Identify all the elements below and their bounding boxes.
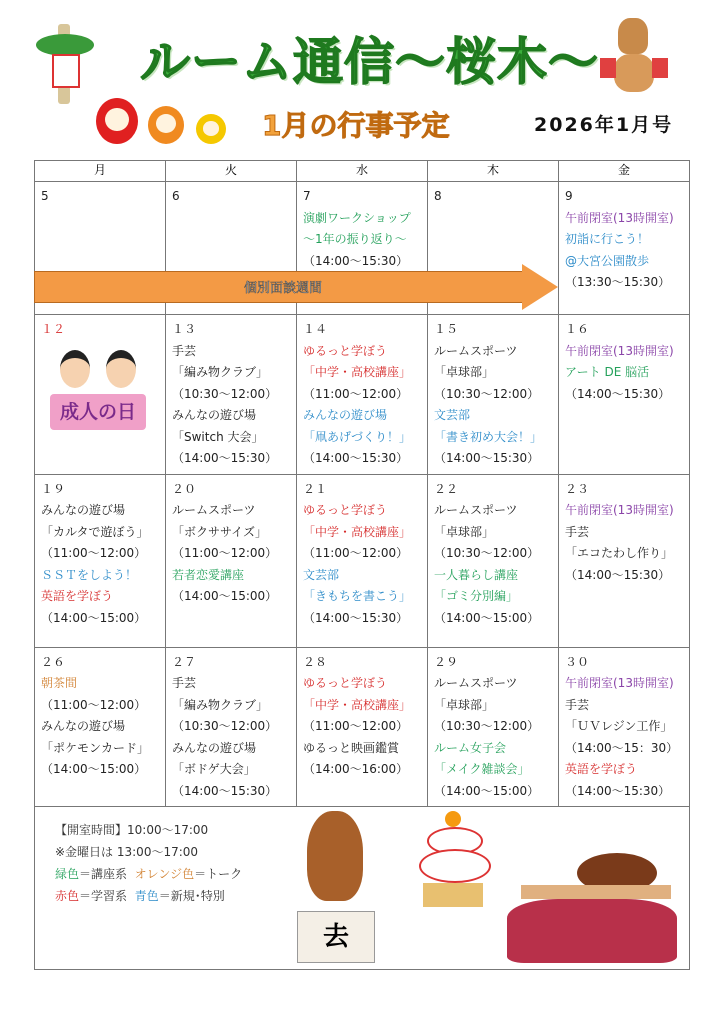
event-line: 「ポケモンカード」 — [41, 740, 150, 755]
horse-kotatsu-illustration — [507, 845, 687, 965]
kakizome-paper: 去 — [297, 911, 375, 963]
day-number: 6 — [172, 189, 180, 203]
event-line: 手芸 — [172, 676, 197, 690]
day-cell — [559, 474, 690, 647]
event-line: 文芸部 — [434, 408, 471, 422]
legend-green-text: ＝講座系 — [79, 867, 128, 881]
event-line: （11:00～12:00） — [303, 719, 409, 733]
event-line: 午前閉室(13時開室) — [565, 503, 674, 517]
day-number: １４ — [303, 322, 328, 336]
horse-icon — [600, 18, 670, 98]
event-line: 若者恋愛講座 — [172, 567, 245, 582]
horse-calligraphy-illustration — [297, 811, 377, 951]
event-line: 「凧あげづくり！」 — [303, 429, 412, 444]
legend-row-1 — [55, 863, 242, 885]
day-number: ２３ — [565, 481, 590, 496]
issue-label: 2026年1月号 — [534, 114, 674, 136]
daruma-yellow-icon — [196, 114, 226, 144]
event-line: 手芸 — [565, 697, 590, 712]
event-line: （14:00～15:30） — [303, 253, 409, 268]
day-cell — [35, 647, 166, 807]
event-line: ルームスポーツ — [434, 676, 518, 690]
event-line: 手芸 — [565, 524, 590, 539]
event-line: ゆるっと学ぼう — [303, 503, 388, 517]
event-line: 「メイク雑談会」 — [434, 762, 530, 776]
newsletter-title: ルーム通信～桜木～ — [140, 33, 599, 91]
legend-green: 緑色 — [55, 867, 80, 881]
legend-blue-text: ＝新規･特別 — [158, 889, 225, 903]
event-line: （14:00～15:00） — [434, 610, 540, 625]
day-cell — [428, 315, 559, 475]
event-line: （11:00～12:00） — [172, 546, 278, 560]
event-line: （13:30～15:30） — [565, 275, 671, 289]
event-line: 「カルタで遊ぼう」 — [41, 524, 149, 539]
day-cell — [166, 315, 297, 475]
event-line: 「ゴミ分別編」 — [434, 589, 519, 603]
event-line: （10:30～12:00） — [434, 719, 540, 733]
event-line: 一人暮らし講座 — [434, 567, 519, 582]
day-number: ２８ — [303, 654, 328, 669]
legend-blue: 青色 — [134, 889, 159, 903]
event-line: （11:00～12:00） — [303, 546, 409, 560]
event-line: （14:00～15:30） — [172, 783, 278, 798]
kadomatsu-icon — [28, 14, 100, 109]
event-line: 「編み物クラブ」 — [172, 365, 269, 379]
footer-box — [34, 793, 690, 970]
event-line: みんなの遊び場 — [172, 408, 257, 422]
event-line: 演劇ワークショップ — [303, 210, 411, 225]
event-line: （14:00～15:30） — [303, 610, 409, 625]
interview-week-banner — [34, 264, 559, 310]
day-number: ２９ — [434, 654, 459, 669]
legend-orange-text: ＝トーク — [194, 867, 243, 881]
day-number: 8 — [434, 189, 442, 203]
event-line: 午前閉室(13時開室) — [565, 676, 674, 690]
day-number: １９ — [41, 481, 66, 496]
event-line: ＳＳＴをしよう！ — [41, 567, 138, 582]
event-line: （14:00～15：30） — [565, 740, 679, 755]
event-line: （10:30～12:00） — [434, 386, 540, 401]
event-line: ルーム女子会 — [434, 740, 507, 755]
day-cell — [297, 647, 428, 807]
event-line: ゆるっと学ぼう — [303, 343, 388, 358]
event-line: 英語を学ぼう — [41, 589, 114, 603]
event-line: （11:00～12:00） — [41, 546, 147, 560]
seijin-no-hi-label: 成人の日 — [50, 394, 146, 430]
event-line: （14:00～15:00） — [41, 762, 147, 776]
event-line: 初詣に行こう！ — [565, 232, 650, 246]
day-number: ２２ — [434, 481, 459, 496]
event-line: 手芸 — [172, 343, 197, 358]
day-cell — [428, 647, 559, 807]
event-line: （14:00～15:30） — [172, 451, 278, 465]
day-cell — [297, 474, 428, 647]
weekday-4: 金 — [559, 161, 690, 182]
event-line: 「ボドゲ大会」 — [172, 762, 256, 776]
event-line: （10:30～12:00） — [172, 386, 278, 401]
event-line: （14:00～15:30） — [434, 451, 540, 465]
day-cell — [166, 647, 297, 807]
day-number: １５ — [434, 322, 459, 336]
event-line: （14:00～15:30） — [565, 386, 671, 401]
event-line: 「卓球部」 — [434, 365, 495, 379]
event-line: （11:00～12:00） — [41, 697, 147, 712]
day-number: ２７ — [172, 654, 197, 669]
event-line: 「卓球部」 — [434, 524, 495, 539]
day-number: 7 — [303, 189, 311, 203]
day-number: ３０ — [565, 654, 590, 669]
event-line: ゆるっと学ぼう — [303, 676, 388, 690]
event-line: 「卓球部」 — [434, 697, 495, 712]
event-line: （14:00～15:00） — [41, 610, 147, 625]
event-line: （14:00～16:00） — [303, 762, 409, 776]
event-line: @大宮公園散歩 — [565, 253, 650, 268]
day-number: １２ — [41, 322, 66, 336]
daruma-red-icon — [96, 98, 138, 144]
day-cell — [559, 315, 690, 475]
event-line: みんなの遊び場 — [172, 740, 257, 755]
kagami-mochi-illustration — [407, 811, 497, 911]
event-line: （14:00～15:30） — [303, 451, 409, 465]
arrow-right-icon — [522, 264, 558, 310]
day-number: ２０ — [172, 481, 197, 496]
event-calendar — [34, 160, 690, 807]
event-line: 「エコたわし作り」 — [565, 546, 674, 560]
event-line: 英語を学ぼう — [565, 762, 638, 776]
day-number: 9 — [565, 189, 573, 203]
legend-red-text: ＝学習系 — [79, 889, 128, 903]
legend-orange: オレンジ色 — [134, 867, 195, 881]
event-line: （10:30～12:00） — [434, 546, 540, 560]
event-line: みんなの遊び場 — [303, 408, 388, 422]
weekday-2: 水 — [297, 161, 428, 182]
day-cell — [559, 647, 690, 807]
event-line: みんなの遊び場 — [41, 719, 126, 733]
event-line: 「中学・高校講座」 — [303, 365, 412, 379]
week-row — [35, 647, 690, 807]
day-number: ２１ — [303, 481, 328, 496]
event-line: （10:30～12:00） — [172, 719, 278, 733]
legend — [55, 819, 242, 907]
event-line: 午前閉室(13時開室) — [565, 343, 674, 358]
event-line: ルームスポーツ — [434, 343, 518, 358]
day-cell — [428, 474, 559, 647]
weekday-0: 月 — [35, 161, 166, 182]
event-line: アート DE 脳活 — [565, 365, 650, 379]
day-number: １３ — [172, 322, 197, 336]
event-line: 「ＵＶレジン工作」 — [565, 719, 673, 733]
week-row — [35, 474, 690, 647]
event-line: ルームスポーツ — [434, 503, 518, 517]
event-line: （14:00～15:00） — [172, 589, 278, 603]
event-line: 「中学・高校講座」 — [303, 697, 412, 712]
day-number: ２６ — [41, 654, 66, 669]
daruma-orange-icon — [148, 106, 184, 144]
legend-red: 赤色 — [55, 889, 80, 903]
event-line: 「書き初め大会！」 — [434, 429, 543, 444]
day-cell — [166, 474, 297, 647]
event-line: 朝茶間 — [41, 676, 78, 690]
month-subtitle: 1月の行事予定 — [262, 109, 450, 142]
event-line: （14:00～15:30） — [565, 567, 671, 582]
weekday-3: 木 — [428, 161, 559, 182]
event-line: （14:00～15:30） — [565, 783, 671, 798]
event-line: ゆるっと映画鑑賞 — [303, 740, 400, 755]
event-line: （11:00～12:00） — [303, 386, 409, 401]
friday-hours: ※金曜日は 13:00～17:00 — [55, 845, 199, 859]
weekday-1: 火 — [166, 161, 297, 182]
event-line: 「中学・高校講座」 — [303, 524, 412, 539]
event-line: 文芸部 — [303, 567, 340, 582]
seijin-illustration — [48, 346, 148, 396]
day-number: １６ — [565, 322, 590, 336]
event-line: みんなの遊び場 — [41, 503, 126, 517]
weekday-header-row — [35, 161, 690, 182]
legend-row-2 — [55, 885, 242, 907]
banner-label: 個別面談週間 — [244, 281, 323, 296]
event-line: 午前閉室(13時開室) — [565, 210, 674, 225]
day-cell — [35, 474, 166, 647]
event-line: （14:00～15:00） — [434, 783, 540, 798]
event-line: 「編み物クラブ」 — [172, 697, 269, 712]
event-line: 「きもちを書こう」 — [303, 589, 412, 603]
event-line: ～1年の振り返り～ — [303, 232, 407, 246]
event-line: 「ボクササイズ」 — [172, 524, 268, 539]
day-cell — [297, 315, 428, 475]
day-cell — [559, 182, 690, 315]
opening-hours: 【開室時間】10:00～17:00 — [55, 823, 209, 837]
day-number: 5 — [41, 189, 49, 203]
event-line: 「Switch 大会」 — [172, 429, 264, 444]
event-line: ルームスポーツ — [172, 503, 256, 517]
